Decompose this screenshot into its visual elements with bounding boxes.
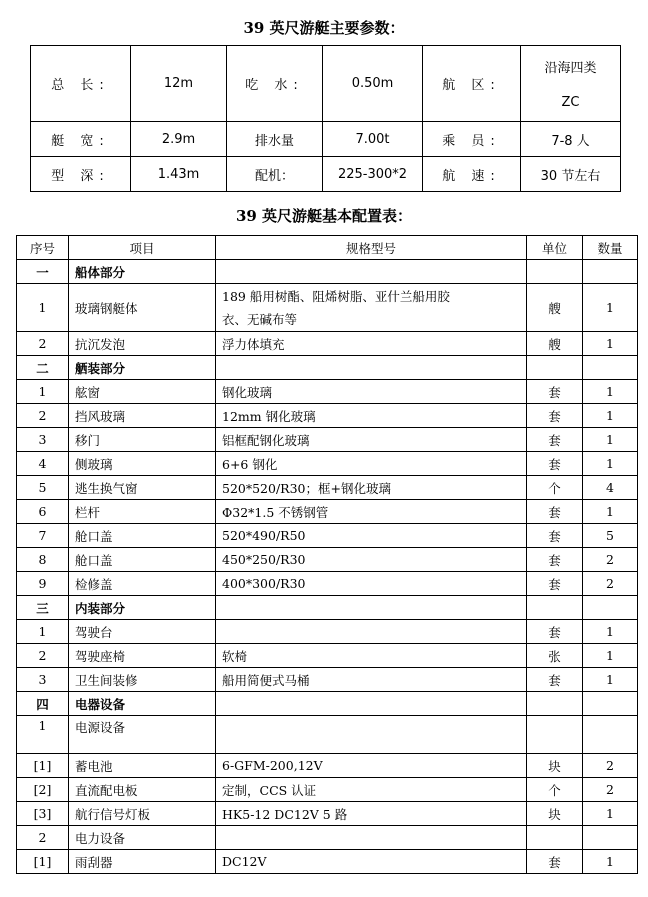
row-item: 侧玻璃 (69, 452, 216, 476)
row-spec: DC12V (216, 850, 527, 874)
row-unit: 套 (527, 452, 583, 476)
row-no: 2 (17, 332, 69, 356)
config-row (17, 668, 638, 692)
row-spec-line: 189 船用树酯、阻烯树脂、亚什兰船用胶 (222, 288, 450, 304)
row-no: 4 (17, 452, 69, 476)
config-row (17, 644, 638, 668)
row-item: 舾装部分 (69, 356, 216, 380)
row-qty: 1 (583, 802, 638, 826)
param-value-multi (521, 46, 621, 122)
row-unit: 块 (527, 802, 583, 826)
row-unit (527, 716, 583, 754)
main-parameters-table (30, 45, 621, 192)
config-row (17, 778, 638, 802)
param-label: 艇 宽: (31, 122, 131, 157)
header-no: 序号 (17, 236, 69, 260)
config-row (17, 284, 638, 332)
header-item: 项目 (69, 236, 216, 260)
row-spec (216, 260, 527, 284)
row-item: 电源设备 (69, 716, 216, 754)
row-spec (216, 620, 527, 644)
row-spec: Φ32*1.5 不锈钢管 (216, 500, 527, 524)
row-qty (583, 692, 638, 716)
row-no: 一 (17, 260, 69, 284)
config-row (17, 826, 638, 850)
row-qty: 1 (583, 452, 638, 476)
row-no: 2 (17, 826, 69, 850)
row-spec: 浮力体填充 (216, 332, 527, 356)
row-item: 逃生换气窗 (69, 476, 216, 500)
row-spec: 铝框配钢化玻璃 (216, 428, 527, 452)
config-section-row (17, 260, 638, 284)
param-label: 排水量 (227, 122, 323, 157)
config-row (17, 332, 638, 356)
row-unit: 套 (527, 668, 583, 692)
param-value-line: 沿海四类 (544, 60, 597, 76)
row-unit: 套 (527, 380, 583, 404)
row-qty: 5 (583, 524, 638, 548)
row-spec: 6+6 钢化 (216, 452, 527, 476)
configuration-table (16, 235, 638, 874)
row-no: 三 (17, 596, 69, 620)
param-label: 总 长: (31, 46, 131, 122)
row-unit: 张 (527, 644, 583, 668)
config-row (17, 754, 638, 778)
row-no: [1] (17, 754, 69, 778)
header-qty: 数量 (583, 236, 638, 260)
config-title: 39 英尺游艇基本配置表： (235, 207, 413, 225)
row-spec: 450*250/R30 (216, 548, 527, 572)
config-row (17, 476, 638, 500)
param-label: 航 区: (423, 46, 521, 122)
row-no: 1 (17, 284, 69, 332)
row-unit: 块 (527, 754, 583, 778)
header-spec: 规格型号 (216, 236, 527, 260)
row-spec: 520*520/R30；框+钢化玻璃 (216, 476, 527, 500)
param-value: 2.9m (131, 122, 227, 157)
row-item: 卫生间装修 (69, 668, 216, 692)
config-row (17, 548, 638, 572)
row-unit: 套 (527, 524, 583, 548)
row-item: 栏杆 (69, 500, 216, 524)
row-unit (527, 692, 583, 716)
row-no: 1 (17, 716, 69, 754)
row-qty: 1 (583, 404, 638, 428)
config-row (17, 620, 638, 644)
config-section-row (17, 596, 638, 620)
row-no: 7 (17, 524, 69, 548)
row-qty (583, 260, 638, 284)
row-item: 驾驶座椅 (69, 644, 216, 668)
row-qty: 1 (583, 850, 638, 874)
row-no: 3 (17, 668, 69, 692)
row-unit: 艘 (527, 284, 583, 332)
row-item: 内装部分 (69, 596, 216, 620)
row-unit: 套 (527, 620, 583, 644)
row-qty (583, 716, 638, 754)
header-unit: 单位 (527, 236, 583, 260)
row-spec: 520*490/R50 (216, 524, 527, 548)
row-unit: 艘 (527, 332, 583, 356)
param-label: 配机： (227, 157, 323, 192)
config-section-row (17, 692, 638, 716)
row-item: 玻璃钢艇体 (69, 284, 216, 332)
row-unit (527, 356, 583, 380)
row-qty: 1 (583, 380, 638, 404)
row-spec: 400*300/R30 (216, 572, 527, 596)
row-spec (216, 596, 527, 620)
param-value: 0.50m (323, 46, 423, 122)
row-qty (583, 596, 638, 620)
param-label: 型 深: (31, 157, 131, 192)
config-row (17, 572, 638, 596)
row-no: 2 (17, 644, 69, 668)
row-no: 1 (17, 620, 69, 644)
row-qty: 2 (583, 572, 638, 596)
param-label: 航 速: (423, 157, 521, 192)
config-row (17, 524, 638, 548)
row-item: 航行信号灯板 (69, 802, 216, 826)
config-row (17, 380, 638, 404)
row-unit: 个 (527, 778, 583, 802)
row-qty: 2 (583, 778, 638, 802)
row-item: 舷窗 (69, 380, 216, 404)
row-no: 5 (17, 476, 69, 500)
row-no: [2] (17, 778, 69, 802)
config-row (17, 850, 638, 874)
row-spec-line: 衣、无碱布等 (222, 311, 298, 327)
row-no: [1] (17, 850, 69, 874)
row-qty: 2 (583, 754, 638, 778)
row-no: 1 (17, 380, 69, 404)
row-item: 驾驶台 (69, 620, 216, 644)
row-qty (583, 826, 638, 850)
row-item: 蓄电池 (69, 754, 216, 778)
row-item: 检修盖 (69, 572, 216, 596)
row-item: 直流配电板 (69, 778, 216, 802)
row-qty: 1 (583, 428, 638, 452)
row-no: 9 (17, 572, 69, 596)
row-spec: 软椅 (216, 644, 527, 668)
row-item: 电器设备 (69, 692, 216, 716)
row-unit (527, 596, 583, 620)
row-spec: 6-GFM-200,12V (216, 754, 527, 778)
row-no: 2 (17, 404, 69, 428)
param-value: 7.00t (323, 122, 423, 157)
row-spec: 定制，CCS 认证 (216, 778, 527, 802)
row-spec: 12mm 钢化玻璃 (216, 404, 527, 428)
row-spec: HK5-12 DC12V 5 路 (216, 802, 527, 826)
config-row (17, 404, 638, 428)
row-no: 3 (17, 428, 69, 452)
param-label: 吃 水: (227, 46, 323, 122)
config-header-row (17, 236, 638, 260)
row-unit (527, 260, 583, 284)
row-unit: 套 (527, 548, 583, 572)
params-row (31, 122, 621, 157)
config-row (17, 500, 638, 524)
row-unit: 套 (527, 428, 583, 452)
row-item: 挡风玻璃 (69, 404, 216, 428)
param-value: 1.43m (131, 157, 227, 192)
row-unit: 套 (527, 850, 583, 874)
row-item: 移门 (69, 428, 216, 452)
param-label: 乘 员: (423, 122, 521, 157)
row-item: 抗沉发泡 (69, 332, 216, 356)
row-item: 电力设备 (69, 826, 216, 850)
row-qty: 1 (583, 620, 638, 644)
row-unit: 套 (527, 404, 583, 428)
row-unit: 套 (527, 500, 583, 524)
row-spec (216, 826, 527, 850)
row-item: 雨刮器 (69, 850, 216, 874)
row-qty: 2 (583, 548, 638, 572)
config-row (17, 452, 638, 476)
row-unit: 个 (527, 476, 583, 500)
config-row (17, 428, 638, 452)
row-unit (527, 826, 583, 850)
param-value: 7-8 人 (521, 122, 621, 157)
params-row (31, 46, 621, 122)
row-qty: 1 (583, 668, 638, 692)
param-value: 225-300*2 (323, 157, 423, 192)
row-qty (583, 356, 638, 380)
param-value: 30 节左右 (521, 157, 621, 192)
row-item: 舱口盖 (69, 524, 216, 548)
row-spec (216, 716, 527, 754)
row-unit: 套 (527, 572, 583, 596)
config-row (17, 716, 638, 754)
row-spec (216, 356, 527, 380)
row-no: 6 (17, 500, 69, 524)
param-value-line: ZC (561, 94, 580, 110)
config-section-row (17, 356, 638, 380)
row-spec: 钢化玻璃 (216, 380, 527, 404)
row-qty: 1 (583, 500, 638, 524)
row-qty: 1 (583, 644, 638, 668)
row-no: 二 (17, 356, 69, 380)
param-value: 12m (131, 46, 227, 122)
row-spec (216, 692, 527, 716)
row-item: 舱口盖 (69, 548, 216, 572)
row-item: 船体部分 (69, 260, 216, 284)
row-no: [3] (17, 802, 69, 826)
row-qty: 1 (583, 332, 638, 356)
row-qty: 1 (583, 284, 638, 332)
row-qty: 4 (583, 476, 638, 500)
params-title: 39 英尺游艇主要参数： (243, 19, 405, 37)
params-row (31, 157, 621, 192)
row-no: 四 (17, 692, 69, 716)
row-spec (216, 284, 527, 332)
row-spec: 船用简便式马桶 (216, 668, 527, 692)
config-row (17, 802, 638, 826)
row-no: 8 (17, 548, 69, 572)
